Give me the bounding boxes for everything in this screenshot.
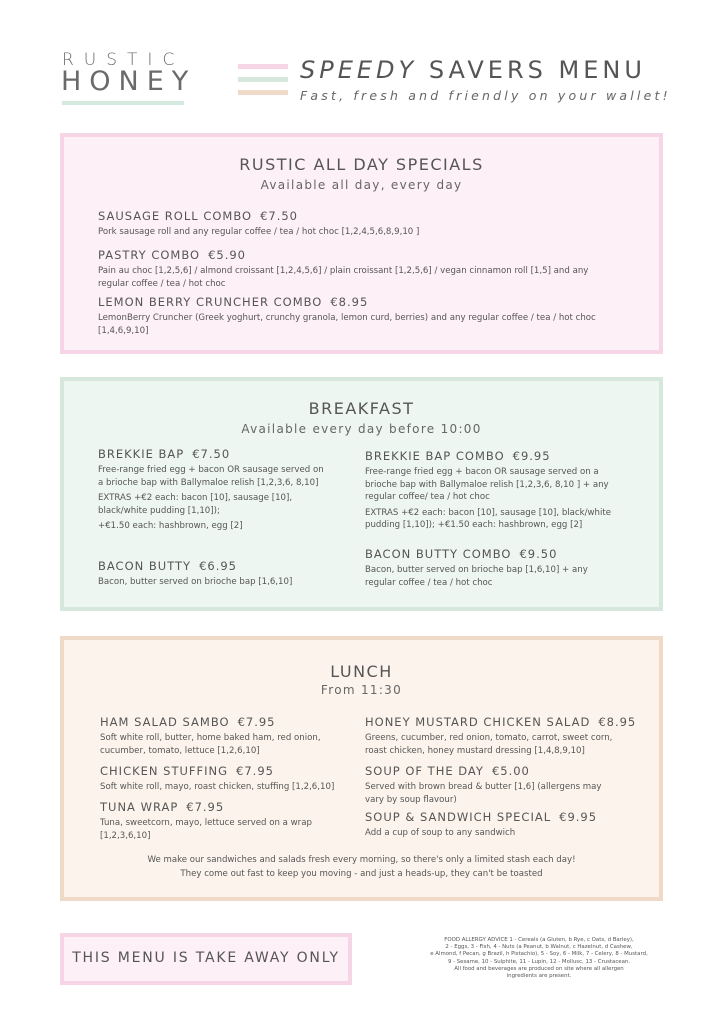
menu-item [98,447,328,533]
item-price: €5.90 [208,248,247,262]
menu-item [100,800,330,842]
item-name: BREKKIE BAP COMBO [365,449,505,463]
item-price: €7.95 [236,764,274,778]
item-price: €7.95 [186,800,225,814]
item-price: €7.50 [260,209,299,223]
section-subtitle: Available all day, every day [260,178,463,192]
item-description: Add a cup of soup to any sandwich [365,828,516,838]
takeaway-text: THIS MENU IS TAKE AWAY ONLY [72,950,340,966]
item-name: BACON BUTTY [98,559,192,573]
item-description: Soft white roll, mayo, roast chicken, stuffing [1,2,6,10] [100,782,335,792]
menu-item [98,248,618,290]
menu-item [98,295,618,337]
lunch-note: They come out fast to keep you moving - and just a heads-up, they can't be toasted [180,869,543,879]
section-breakfast [60,377,663,611]
menu-item [365,715,637,757]
item-price: €9.50 [519,547,558,561]
menu-item [365,547,615,589]
allergy-line: ingredients are present. [506,973,572,980]
item-name: SOUP & SANDWICH SPECIAL [365,810,552,824]
item-extras: +€1.50 each: hashbrown, egg [2] [98,521,243,531]
item-description: Pork sausage roll and any regular coffee / tea / hot choc [1,2,4,5,6,8,9,10 ] [98,227,420,237]
item-extras: EXTRAS +€2 each: bacon [10], sausage [10], black/white pudding [1,10]); [98,493,293,516]
item-price: €8.95 [598,715,637,729]
allergy-line: 2 - Eggs, 3 - Fish, 4 - Nuts (a Peanut, b Walnut, c Hazelnut, d Cashew, [445,944,633,951]
item-price: €8.95 [330,295,369,309]
item-name: SAUSAGE ROLL COMBO [98,209,253,223]
menu-title-rest: SAVERS MENU [417,56,646,84]
item-name: CHICKEN STUFFING [100,764,229,778]
item-description: Tuna, sweetcorn, mayo, lettuce served on a wrap [1,2,3,6,10] [100,818,312,841]
section-title: RUSTIC ALL DAY SPECIALS [239,155,484,174]
stripe-mint [238,77,288,82]
item-description: Free-range fried egg + bacon OR sausage served on a brioche bap with Ballymaloe relish [1,2,3,6, 8,10 ] + any regular coffee/ tea / hot choc [365,467,609,502]
item-price: €7.95 [237,715,276,729]
section-subtitle: From 11:30 [320,683,403,697]
menu-item [365,449,620,532]
allergy-line: e Almond, f Pecan, g Brazil, h Pistachio), 5 - Soy, 6 - Milk, 7 - Celery, 8 - Mustard, [430,951,648,958]
section-lunch [60,636,663,901]
item-price: €5.00 [491,764,530,778]
allergy-line: All food and beverages are produced on site where all allergen [454,965,624,972]
item-extras: EXTRAS +€2 each: bacon [10], sausage [10], black/white pudding [1,10]); +€1.50 each: hashbrown, egg [2] [365,507,612,530]
item-price: €9.95 [512,449,551,463]
item-name: TUNA WRAP [100,800,179,814]
item-description: LemonBerry Cruncher (Greek yoghurt, crunchy granola, lemon curd, berries) and any regular coffee / tea / hot choc [1,4,6,9,10] [98,313,596,336]
brand-line-honey: HONEY [61,66,197,97]
allergy-line: 9 - Sesame, 10 - Sulphite, 11 - Lupin, 12 - Mollusc, 13 - Crustacean. [447,958,631,965]
section-subtitle: Available every day before 10:00 [241,422,482,436]
item-name: PASTRY COMBO [98,248,201,262]
item-name: BACON BUTTY COMBO [365,547,512,561]
item-price: €6.95 [199,559,238,573]
item-description: Pain au choc [1,2,5,6] / almond croissant [1,2,4,5,6] / plain croissant [1,2,5,6] / vegan cinnamon roll [1,5] and any regular coffee / tea / hot choc [98,266,589,289]
item-name: LEMON BERRY CRUNCHER COMBO [98,295,323,309]
menu-item [100,715,335,757]
section-title: BREAKFAST [308,399,415,418]
menu-title-speedy: SPEEDY [300,56,418,84]
item-name: BREKKIE BAP [98,447,185,461]
item-price: €7.50 [192,447,231,461]
item-name: HONEY MUSTARD CHICKEN SALAD [365,715,591,729]
item-description: Soft white roll, butter, home baked ham, red onion, cucumber, tomato, lettuce [1,2,6,10] [100,733,321,756]
item-price: €9.95 [559,810,598,824]
menu-item [98,209,628,239]
item-description: Served with brown bread & butter [1,6] (allergens may vary by soup flavour) [365,782,602,805]
item-name: SOUP OF THE DAY [365,764,484,778]
item-description: Greens, cucumber, red onion, tomato, carrot, sweet corn, roast chicken, honey mustard dressing [1,4,8,9,10] [365,733,613,756]
section-title: LUNCH [330,662,393,681]
item-description: Free-range fried egg + bacon OR sausage served on a brioche bap with Ballymaloe relish [1,2,3,6, 8,10] [98,465,324,488]
item-name: HAM SALAD SAMBO [100,715,230,729]
menu-item [365,764,615,806]
item-description: Bacon, butter served on brioche bap [1,6,10] [98,577,293,587]
takeaway-banner [60,933,352,985]
brand-line-rustic: RUSTIC [62,50,185,70]
allergy-line: FOOD ALLERGY ADVICE 1 - Cereals (a Gluten, b Rye, c Oats, d Barley), [444,937,634,943]
item-description: Bacon, butter served on brioche bap [1,6,10] + any regular coffee / tea / hot choc [365,565,588,588]
stripe-pink [238,64,288,69]
section-all-day-specials [60,133,663,354]
allergy-advice [418,937,660,980]
menu-title [300,56,646,84]
lunch-note: We make our sandwiches and salads fresh every morning, so there's only a limited stash each day! [147,855,576,865]
menu-item [98,559,338,589]
brand-underline [62,101,184,105]
menu-subtitle: Fast, fresh and friendly on your wallet! [300,88,671,103]
menu-item [365,810,615,840]
menu-item [100,764,345,794]
stripe-peach [238,90,288,95]
